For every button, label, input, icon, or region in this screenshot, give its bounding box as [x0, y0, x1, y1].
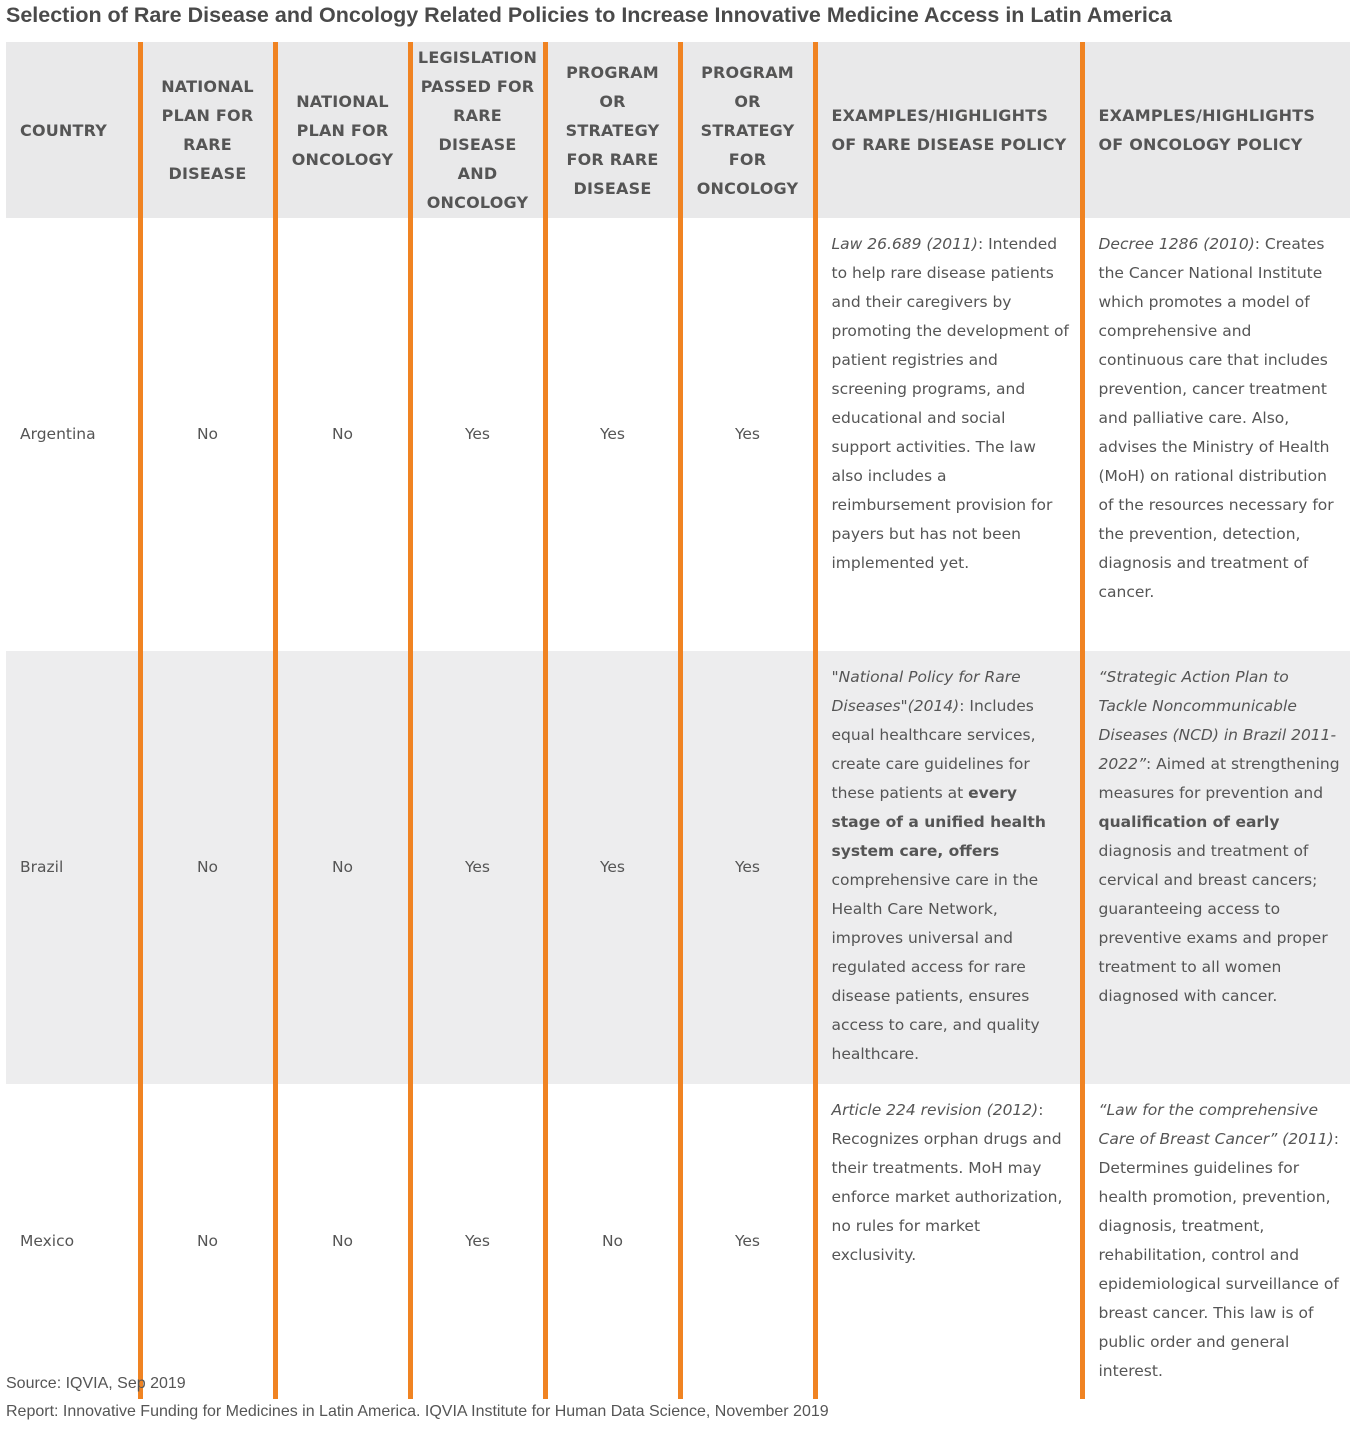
policy-description: : Intended to help rare disease patients and their caregivers by promoting the development of patient registries and screening programs, and educational and social support activities. The law also includes a reimbursement provision for payers but has not been implemented yet. [831, 235, 1069, 572]
table-row [6, 1084, 1350, 1399]
value-cell: Yes [545, 218, 680, 651]
policy-description: : Recognizes orphan drugs and their treatments. MoH may enforce market authorization, no rules for market exclusivity. [831, 1101, 1063, 1264]
header-examples-rare-disease: EXAMPLES/HIGHLIGHTS OF RARE DISEASE POLICY [815, 42, 1082, 218]
value-cell: Yes [680, 651, 815, 1084]
quote-mark: " [831, 668, 839, 686]
rare-disease-policy-cell [815, 218, 1082, 651]
policy-table [6, 42, 1350, 1399]
policy-description: diagnosis and treatment of cervical and breast cancers; guaranteeing access to preventive exams and proper treatment to all women diagnosed with cancer. [1098, 842, 1328, 1005]
country-cell: Mexico [6, 1084, 140, 1399]
policy-description: : Determines guidelines for health promotion, prevention, diagnosis, treatment, rehabilitation, control and epidemiological surveillance of breast cancer. This law is of public order and general interest. [1098, 1130, 1339, 1380]
policy-reference: Law 26.689 (2011) [831, 235, 978, 253]
header-national-plan-oncology: NATIONAL PLAN FOR ONCOLOGY [275, 42, 410, 218]
rare-disease-policy-cell [815, 1084, 1082, 1399]
table-row [6, 651, 1350, 1084]
page-title: Selection of Rare Disease and Oncology Related Policies to Increase Innovative Medicine Access in Latin America [6, 3, 1172, 27]
policy-reference: Article 224 revision (2012) [831, 1101, 1039, 1119]
policy-reference: Decree 1286 (2010) [1098, 235, 1255, 253]
policy-emphasis: every stage of a unified health system care, offers [831, 784, 1046, 860]
source-line: Source: IQVIA, Sep 2019 [6, 1375, 186, 1392]
rare-disease-policy-cell [815, 651, 1082, 1084]
header-national-plan-rare-disease: NATIONAL PLAN FOR RARE DISEASE [140, 42, 275, 218]
oncology-policy-cell [1082, 1084, 1350, 1399]
policy-reference: “Law for the comprehensive Care of Breast Cancer” (2011) [1098, 1101, 1334, 1148]
policy-description: comprehensive care in the Health Care Network, improves universal and regulated access for rare disease patients, ensures access to care, and quality healthcare. [831, 871, 1040, 1063]
policy-description: : Includes equal healthcare services, create care guidelines for these patients at [831, 697, 1036, 802]
value-cell: Yes [410, 218, 545, 651]
header-program-rare-disease: PROGRAM OR STRATEGY FOR RARE DISEASE [545, 42, 680, 218]
country-cell: Argentina [6, 218, 140, 651]
policy-description: : Aimed at strengthening measures for prevention and [1098, 755, 1340, 802]
value-cell: No [140, 1084, 275, 1399]
header-country: COUNTRY [6, 42, 140, 218]
header-program-oncology: PROGRAM OR STRATEGY FOR ONCOLOGY [680, 42, 815, 218]
header-row [6, 42, 1350, 218]
country-cell: Brazil [6, 651, 140, 1084]
policy-reference: “Strategic Action Plan to Tackle Noncommunicable Diseases (NCD) in Brazil 2011-2022” [1098, 668, 1337, 773]
value-cell: No [275, 218, 410, 651]
value-cell: No [140, 218, 275, 651]
value-cell: No [545, 1084, 680, 1399]
table-row [6, 218, 1350, 651]
header-examples-oncology: EXAMPLES/HIGHLIGHTS OF ONCOLOGY POLICY [1082, 42, 1350, 218]
value-cell: No [275, 1084, 410, 1399]
policy-reference: National Policy for Rare Diseases"(2014) [831, 668, 1021, 715]
source-note [6, 1370, 829, 1426]
value-cell: Yes [680, 218, 815, 651]
value-cell: Yes [545, 651, 680, 1084]
header-legislation: LEGISLATION PASSED FOR RARE DISEASE AND ONCOLOGY [410, 42, 545, 218]
value-cell: No [140, 651, 275, 1084]
oncology-policy-cell [1082, 651, 1350, 1084]
value-cell: Yes [680, 1084, 815, 1399]
value-cell: No [275, 651, 410, 1084]
policy-emphasis: qualification of early [1098, 813, 1280, 831]
value-cell: Yes [410, 1084, 545, 1399]
value-cell: Yes [410, 651, 545, 1084]
policy-description: : Creates the Cancer National Institute which promotes a model of comprehensive and continuous care that includes prevention, cancer treatment and palliative care. Also, advises the Ministry of Health (MoH) on rational distribution of the resources necessary for the prevention, detection, diagnosis and treatment of cancer. [1098, 235, 1334, 601]
oncology-policy-cell [1082, 218, 1350, 651]
report-line: Report: Innovative Funding for Medicines in Latin America. IQVIA Institute for Human Data Science, November 2019 [6, 1403, 829, 1420]
